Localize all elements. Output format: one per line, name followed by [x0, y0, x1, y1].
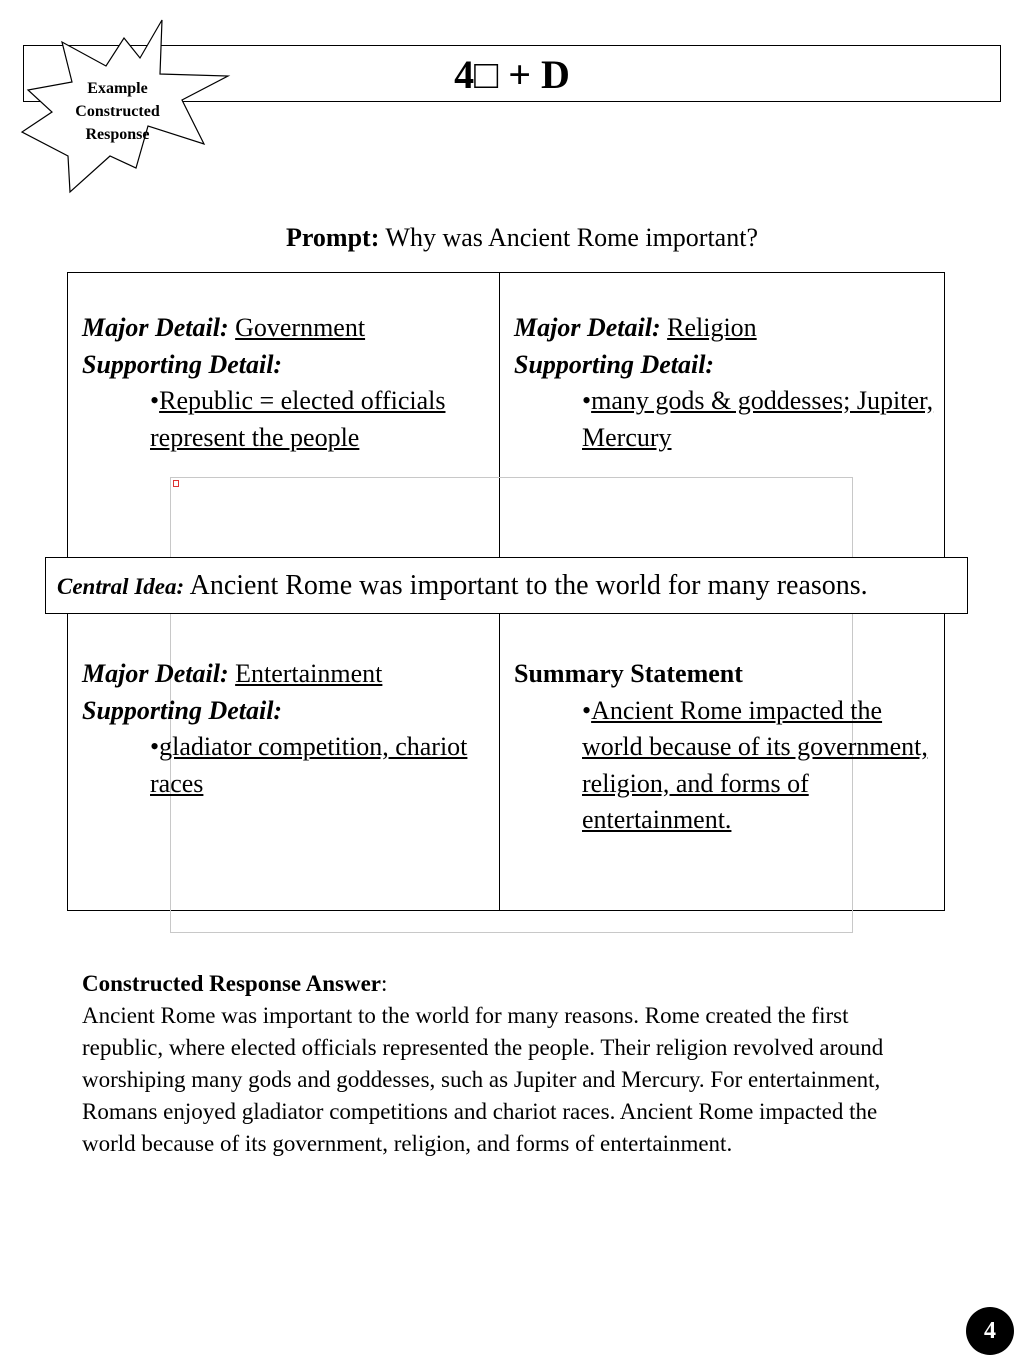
prompt-label: Prompt:	[285, 223, 380, 252]
supporting-detail	[82, 383, 502, 456]
page-title: 4□ + D	[454, 52, 570, 97]
bullet: •	[582, 386, 592, 415]
starburst-label	[55, 77, 180, 146]
page-number-badge: 4	[966, 1307, 1014, 1355]
answer-heading: Constructed Response Answer	[82, 971, 381, 996]
supporting-detail-label: Supporting Detail:	[514, 349, 715, 379]
starburst-label-line1: Example	[87, 80, 148, 97]
broken-image-icon	[173, 480, 179, 487]
answer-body: Ancient Rome was important to the world for many reasons. Rome created the first republic, where elected officials represented the people. Their religion revolved around worshiping many gods and goddesses, such as Jupiter and Mercury. For entertainment, Romans enjoyed gladiator competitions and chariot races. Ancient Rome impacted the world because of its government, religion, and forms of entertainment.	[82, 1003, 884, 1156]
starburst-label-line2: Constructed	[75, 103, 160, 120]
supporting-detail-label: Supporting Detail:	[82, 695, 283, 725]
central-idea-label: Central Idea:	[57, 574, 185, 599]
cell-entertainment	[82, 656, 502, 802]
supporting-detail	[82, 729, 502, 802]
summary-title: Summary Statement	[514, 659, 743, 688]
central-idea-text: Ancient Rome was important to the world for many reasons.	[189, 570, 868, 601]
summary-statement	[514, 693, 934, 839]
supporting-detail-label: Supporting Detail:	[82, 349, 283, 379]
summary-statement-text: Ancient Rome impacted the world because of its government, religion, and forms of entertainment.	[582, 695, 928, 834]
supporting-detail-text: many gods & goddesses; Jupiter, Mercury	[582, 386, 934, 452]
constructed-response-answer	[82, 968, 932, 1160]
cell-government	[82, 310, 502, 456]
central-idea	[57, 568, 967, 605]
bullet: •	[150, 732, 160, 761]
bullet: •	[150, 386, 160, 415]
prompt-text: Why was Ancient Rome important?	[385, 223, 758, 252]
major-detail-row	[82, 310, 502, 347]
supporting-detail-text: gladiator competition, chariot races	[150, 732, 468, 798]
major-detail-label: Major Detail:	[82, 659, 229, 688]
major-detail-label: Major Detail:	[514, 313, 661, 342]
major-detail-label: Major Detail:	[82, 313, 229, 342]
supporting-detail-text: Republic = elected officials represent the people	[150, 386, 446, 452]
supporting-detail	[514, 383, 934, 456]
major-detail-value: Government	[235, 313, 366, 342]
answer-heading-row	[82, 968, 932, 1000]
bullet: •	[582, 695, 592, 725]
major-detail-row	[514, 310, 934, 347]
answer-heading-colon: :	[381, 971, 388, 996]
major-detail-value: Entertainment	[235, 659, 383, 688]
prompt	[10, 222, 1024, 254]
major-detail-value: Religion	[667, 313, 757, 342]
cell-religion	[514, 310, 934, 456]
major-detail-row	[82, 656, 502, 693]
cell-summary	[514, 656, 934, 839]
starburst-label-line3: Response	[85, 126, 150, 143]
